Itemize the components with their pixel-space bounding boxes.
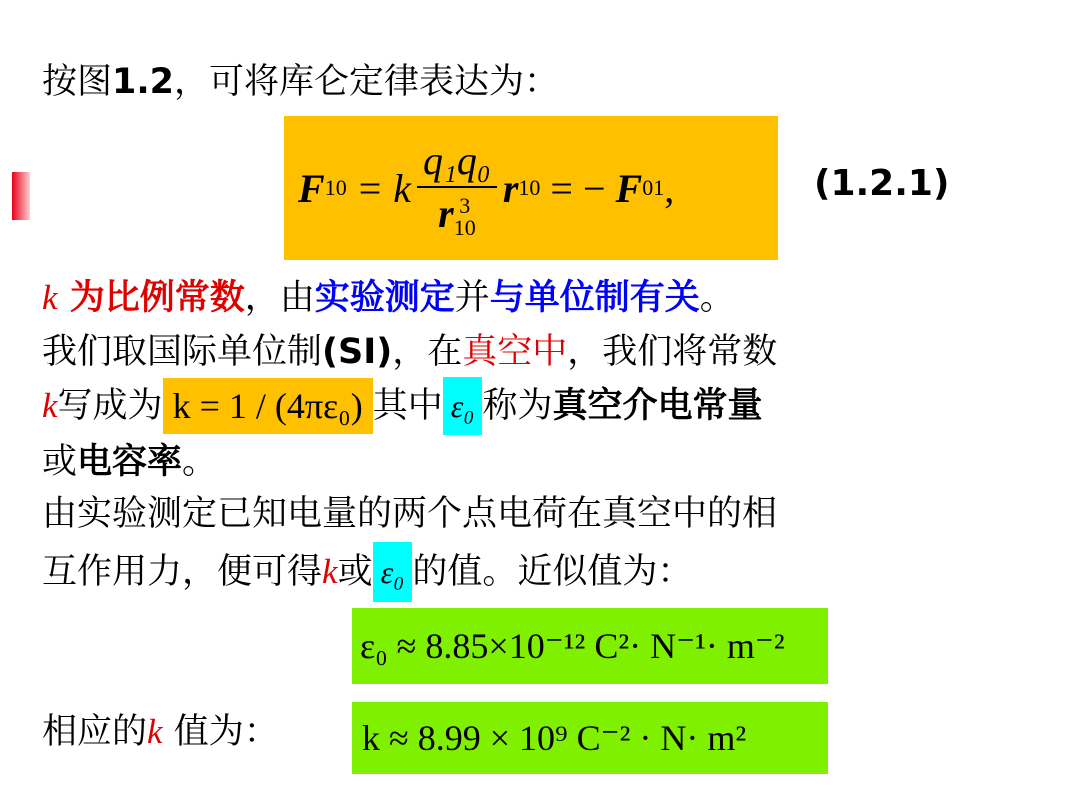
epsilon-zero-box: ε₀ — [373, 542, 413, 602]
text-and: 并 — [454, 278, 490, 318]
where-text: 其中 — [372, 386, 443, 426]
equals-sign: = — [358, 165, 382, 211]
k-value-line — [42, 710, 279, 754]
measurement-text-line: 由实验测定已知电量的两个点电荷在真空中的相 — [42, 494, 778, 534]
k-symbol-red: k — [322, 552, 338, 591]
constant-text: ，我们将常数 — [567, 332, 778, 372]
equation-number: (1.2.1) — [814, 163, 950, 204]
text-in: ，在 — [392, 332, 463, 372]
proportionality-constant-text: 为比例常数 — [57, 278, 245, 318]
k-symbol-red: k — [42, 278, 58, 317]
equals-negative: = − — [550, 165, 606, 211]
reaction-force-subscript: 01 — [642, 175, 665, 200]
period: 。 — [699, 278, 735, 318]
r-superscript: 3 — [459, 193, 471, 219]
interaction-text: 互作用力，便可得 — [42, 552, 323, 592]
or-text: 或 — [42, 442, 78, 482]
unit-system-text: 与单位制有关 — [489, 278, 700, 318]
k-symbol-red: k — [42, 386, 58, 425]
k-value-equation: k ≈ 8.99 × 10⁹ C⁻² · N· m² — [352, 702, 828, 774]
value-is-text: 值为： — [162, 712, 279, 752]
figure-ref: 1.2 — [112, 62, 175, 102]
reaction-force-symbol: F — [615, 165, 643, 211]
permittivity-line — [42, 440, 217, 484]
intro-prefix: 按图 — [42, 62, 113, 102]
coulomb-law-equation — [284, 116, 778, 260]
experimental-determination-text: 实验测定 — [314, 278, 455, 318]
k-formula-line — [42, 380, 762, 432]
corresponding-text: 相应的 — [42, 712, 148, 752]
si-intro-text: 我们取国际单位制 — [42, 332, 323, 372]
period: 。 — [182, 442, 218, 482]
epsilon-value-equation: ε₀ ≈ 8.85×10⁻¹² C²· N⁻¹· m⁻² — [352, 608, 828, 684]
unit-vector-symbol: r — [502, 165, 519, 211]
epsilon-zero-box: ε₀ — [443, 377, 483, 435]
equation-comma: , — [664, 165, 675, 211]
slide-accent-bar — [12, 172, 30, 220]
k-definition-formula: k = 1 / (4πε₀) — [163, 378, 373, 434]
vacuum-permittivity-term: 真空介电常量 — [552, 386, 763, 426]
or-text: 或 — [337, 552, 373, 592]
fraction-numerator: q₁q₀ — [417, 137, 497, 188]
approx-values-text: 的值。近似值为： — [412, 552, 693, 592]
si-units-line — [42, 330, 777, 374]
approximation-line — [42, 544, 692, 600]
permittivity-term: 电容率 — [77, 442, 183, 482]
force-subscript: 10 — [324, 175, 347, 200]
si-abbrev: (SI) — [322, 332, 393, 372]
intro-line — [42, 60, 559, 104]
charge-fraction — [417, 137, 497, 240]
fraction-denominator — [417, 188, 497, 240]
k-symbol-red: k — [147, 712, 163, 751]
intro-suffix: ，可将库仑定律表达为： — [174, 62, 560, 102]
text-by: ，由 — [244, 278, 315, 318]
unit-vector-subscript: 10 — [518, 175, 541, 200]
force-symbol: F — [298, 165, 325, 211]
vacuum-text: 真空中 — [462, 332, 568, 372]
r-subscript: 10 — [453, 215, 476, 241]
k-description-line — [42, 276, 735, 320]
k-symbol: k — [393, 165, 412, 211]
r-symbol: r — [438, 190, 454, 236]
written-as-text: 写成为 — [57, 386, 163, 426]
called-text: 称为 — [482, 386, 553, 426]
